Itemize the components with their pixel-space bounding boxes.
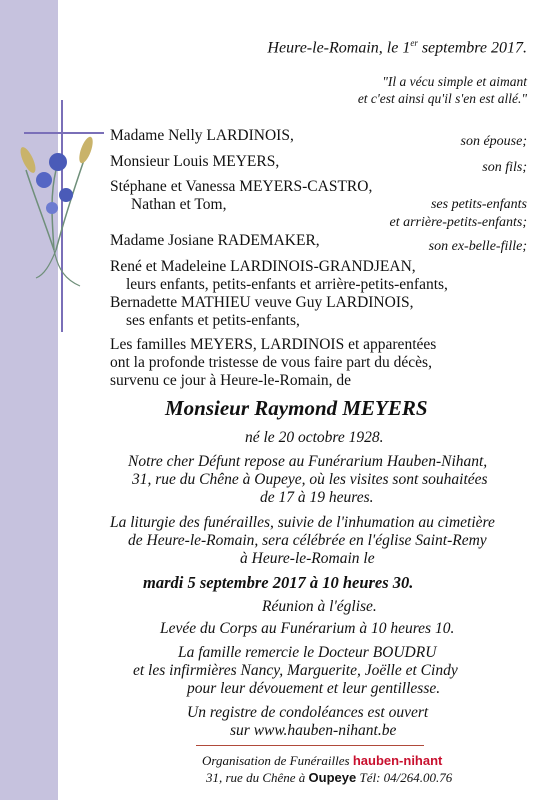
quote-line-2: et c'est ainsi qu'il s'en est allé." <box>357 91 527 106</box>
details-p5-b: et les infirmières Nancy, Marguerite, Joëlle et Cindy <box>133 662 458 679</box>
relation-grandchildren: ses petits-enfants <box>430 197 527 212</box>
relation-son: son fils; <box>482 160 527 175</box>
family-grandchildren: Stéphane et Vanessa MEYERS-CASTRO, <box>110 178 373 195</box>
footer-address: 31, rue du Chêne à Oupeye Tél: 04/264.00.76 <box>206 770 453 785</box>
announce-line-3: survenu ce jour à Heure-le-Romain, de <box>110 372 352 389</box>
footer-divider <box>196 745 424 746</box>
family-line-6: René et Madeleine LARDINOIS-GRANDJEAN, <box>110 258 416 275</box>
details-p1-b: 31, rue du Chêne à Oupeye, où les visites sont souhaitées <box>132 471 488 488</box>
details-p5-a: La famille remercie le Docteur BOUDRU <box>178 644 437 661</box>
family-spouse: Madame Nelly LARDINOIS, <box>110 127 294 144</box>
details-p5-c: pour leur dévouement et leur gentillesse. <box>187 680 441 697</box>
brand-logo: hauben-nihant <box>352 753 443 768</box>
details-p1-a: Notre cher Défunt repose au Funérarium Hauben-Nihant, <box>128 453 488 470</box>
announce-line-1: Les familles MEYERS, LARDINOIS et apparentées <box>110 336 437 353</box>
family-ex-daughter-in-law: Madame Josiane RADEMAKER, <box>110 232 320 249</box>
details-p4: Levée du Corps au Funérarium à 10 heures 10. <box>160 620 455 637</box>
details-p6-b: sur www.hauben-nihant.be <box>230 722 397 739</box>
place-date: Heure-le-Romain, le 1er septembre 2017. <box>267 38 527 57</box>
details-p1-c: de 17 à 19 heures. <box>260 489 374 506</box>
relation-great-grandchildren: et arrière-petits-enfants; <box>389 215 527 230</box>
details-p3: Réunion à l'église. <box>262 598 377 615</box>
relation-spouse: son épouse; <box>460 134 527 149</box>
details-p2-c: à Heure-le-Romain le <box>240 550 375 567</box>
family-line-7: leurs enfants, petits-enfants et arrière-petits-enfants, <box>126 276 448 293</box>
deceased-birth: né le 20 octobre 1928. <box>245 429 384 446</box>
family-son: Monsieur Louis MEYERS, <box>110 153 280 170</box>
announce-line-2: ont la profonde tristesse de vous faire part du décès, <box>110 354 432 371</box>
footer-organisation: Organisation de Funérailles hauben-nihant <box>202 753 443 768</box>
cross-and-cornflower-icon <box>14 100 104 335</box>
deceased-name: Monsieur Raymond MEYERS <box>165 396 428 420</box>
quote-line-1: "Il a vécu simple et aimant <box>382 74 527 89</box>
details-p2-a: La liturgie des funérailles, suivie de l'inhumation au cimetière <box>110 514 495 531</box>
family-line-9: ses enfants et petits-enfants, <box>126 312 300 329</box>
details-p6-a: Un registre de condoléances est ouvert <box>187 704 429 721</box>
family-line-8: Bernadette MATHIEU veuve Guy LARDINOIS, <box>110 294 414 311</box>
relation-ex-daughter-in-law: son ex-belle-fille; <box>428 239 527 254</box>
family-great-grandchildren: Nathan et Tom, <box>131 196 227 213</box>
details-p2-b: de Heure-le-Romain, sera célébrée en l'église Saint-Remy <box>128 532 487 549</box>
ceremony-date: mardi 5 septembre 2017 à 10 heures 30. <box>143 573 414 592</box>
